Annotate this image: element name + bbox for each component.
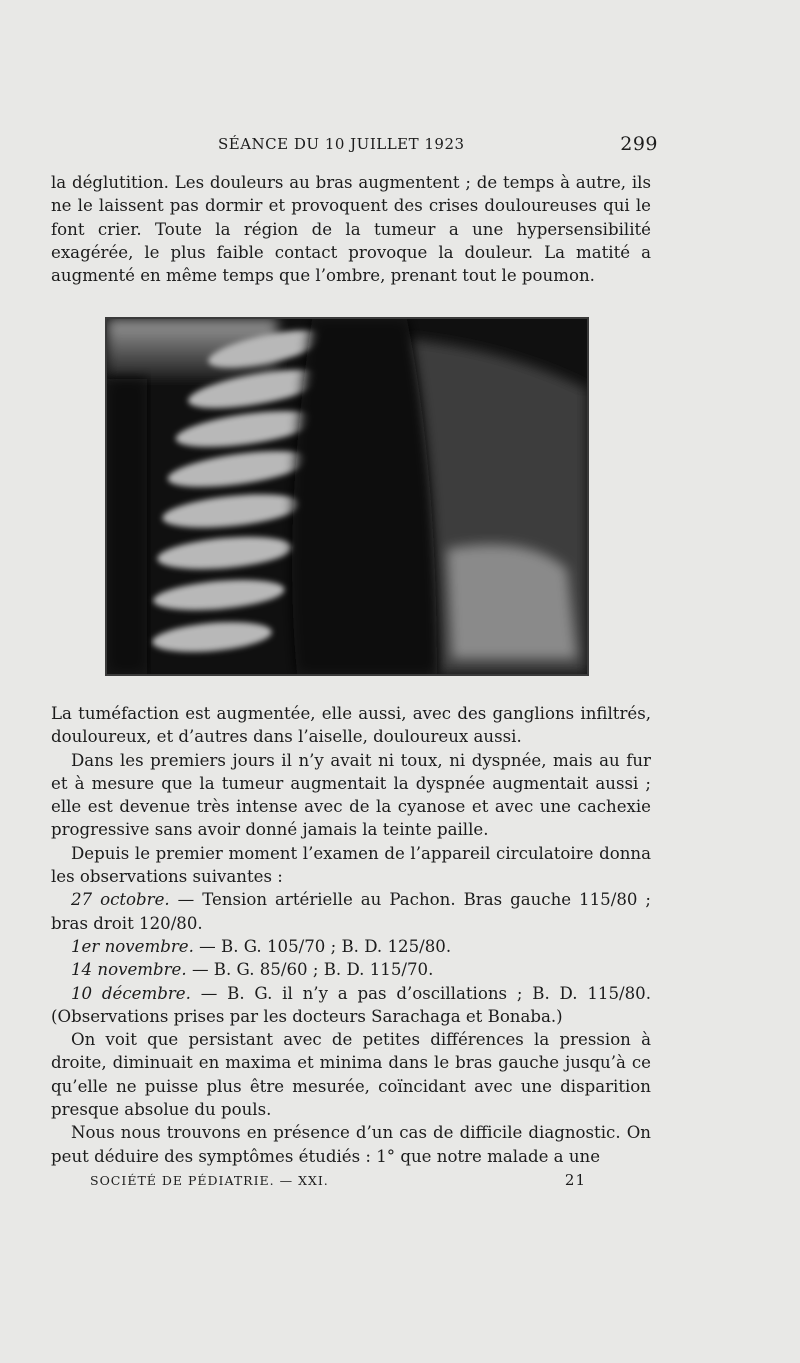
paragraph: On voit que persistant avec de petites différences la pression à droite, diminuait en maxima et minima dans le bras gauche jusqu’à ce qu’elle ne puisse plus être mesurée, coïncidant avec une disparition presque absolue du pouls. [51, 1030, 651, 1120]
observation-text: — B. G. il n’y a pas d’oscillations ; B. D. 115/80. (Observations prises par les docteurs Sarachaga et Bonaba.) [51, 983, 651, 1026]
paragraph: La tuméfaction est augmentée, elle aussi, avec des ganglions infiltrés, douloureux, et d’autres dans l’aiselle, douloureux aussi. [51, 704, 651, 747]
observation-date: 10 décembre. [71, 983, 191, 1003]
footer-signature: SOCIÉTÉ DE PÉDIATRIE. — XXI. [90, 1173, 329, 1188]
observation-date: 1er novembre. [71, 936, 194, 956]
paragraph: la déglutition. Les douleurs au bras augmentent ; de temps à autre, ils ne le laissent pas dormir et provoquent des crises douloureuses qui le font crier. Toute la région de la tumeur a une hypersensibilité exagérée, le plus faible contact provoque la douleur. La matité a augmenté en même temps que l’ombre, prenant tout le poumon. [51, 173, 651, 286]
observation-1 [51, 888, 651, 935]
paragraph: Dans les premiers jours il n’y avait ni toux, ni dyspnée, mais au fur et à mesure que la tumeur augmentait la dyspnée augmentait aussi ; elle est devenue très intense avec de la cyanose et avec une cachexie progressive sans avoir donné jamais la teinte paille. [51, 750, 651, 840]
radiograph-image [107, 319, 587, 674]
observation-date: 27 octobre. [71, 890, 170, 910]
text-block-bottom [51, 702, 651, 1168]
paragraph: Nous nous trouvons en présence d’un cas de difficile diagnostic. On peut déduire des symptômes étudiés : 1° que notre malade a une [51, 1123, 651, 1166]
radiograph-figure [105, 317, 589, 676]
observation-text: — Tension artérielle au Pachon. Bras gauche 115/80 ; bras droit 120/80. [51, 890, 652, 933]
observation-2 [51, 935, 651, 958]
signature-number: 21 [564, 1171, 586, 1189]
page-number: 299 [620, 133, 658, 155]
observation-date: 14 novembre. [71, 960, 187, 980]
running-title: SÉANCE DU 10 JUILLET 1923 [218, 135, 465, 153]
observation-text: — B. G. 105/70 ; B. D. 125/80. [199, 936, 452, 956]
text-block-top [51, 171, 651, 287]
paragraph: Depuis le premier moment l’examen de l’appareil circulatoire donna les observations suivantes : [51, 843, 651, 887]
observation-4 [51, 982, 651, 1029]
observation-text: — B. G. 85/60 ; B. D. 115/70. [191, 960, 434, 980]
footer [90, 1171, 586, 1191]
running-head [218, 133, 658, 161]
observation-3 [51, 958, 651, 981]
